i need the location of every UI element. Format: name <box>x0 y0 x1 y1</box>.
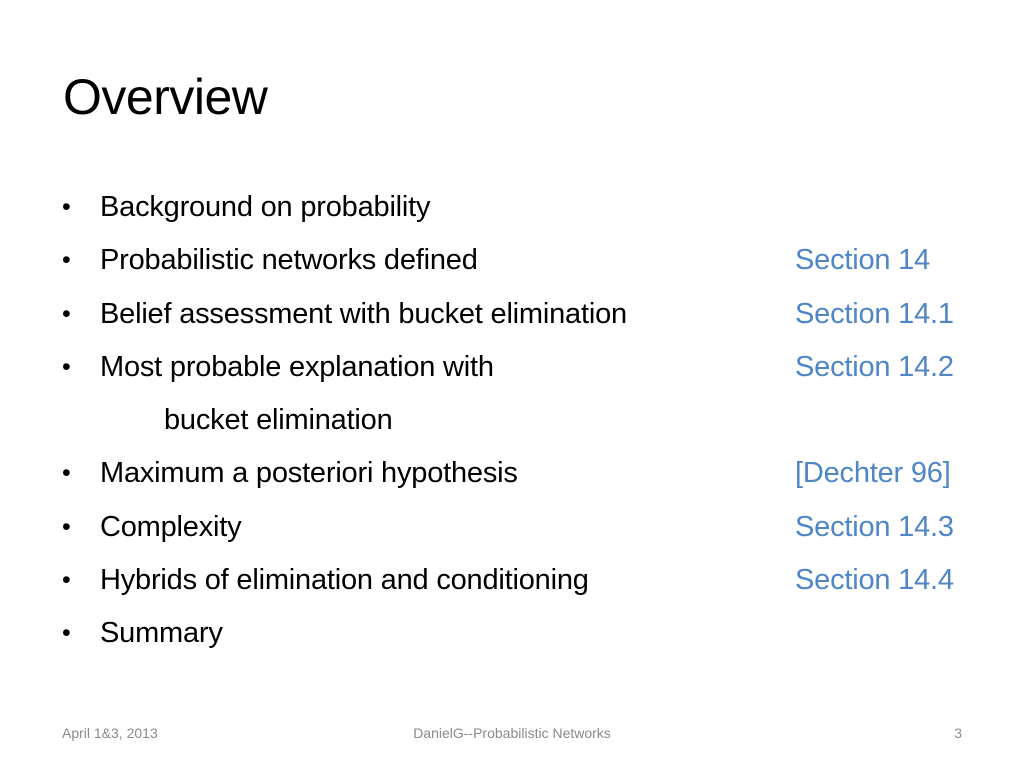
list-item-text: Background on probability <box>100 191 431 223</box>
footer-author: DanielG--Probabilistic Networks <box>413 725 611 741</box>
section-reference: Section 14 <box>795 244 931 277</box>
slide-title: Overview <box>63 69 268 125</box>
list-item-text: bucket elimination <box>164 404 393 437</box>
list-item-text: Most probable explanation with <box>100 350 494 383</box>
section-reference: Section 14.1 <box>795 297 954 330</box>
bullet-list <box>0 181 1024 661</box>
list-item-text: Probabilistic networks defined <box>100 244 478 277</box>
list-item-text: Maximum a posteriori hypothesis <box>100 457 518 490</box>
list-item <box>0 447 1024 500</box>
bullet-icon: • <box>62 566 71 595</box>
list-item <box>0 554 1024 607</box>
list-item-text: Hybrids of elimination and conditioning <box>100 564 589 597</box>
bullet-icon: • <box>62 512 71 541</box>
section-reference: Section 14.4 <box>795 564 954 597</box>
list-item <box>0 181 1024 234</box>
list-item-continuation <box>0 394 1024 447</box>
section-reference: Section 14.3 <box>795 510 954 543</box>
section-reference: [Dechter 96] <box>795 457 951 490</box>
list-item <box>0 234 1024 287</box>
list-item-text: Summary <box>100 617 223 650</box>
bullet-icon: • <box>62 459 71 488</box>
bullet-icon: • <box>62 619 71 648</box>
list-item-text: Complexity <box>100 510 242 543</box>
page-number: 3 <box>954 725 962 741</box>
bullet-icon: • <box>62 352 71 381</box>
footer-date: April 1&3, 2013 <box>62 725 158 741</box>
list-item <box>0 341 1024 394</box>
section-reference: Section 14.2 <box>795 350 954 383</box>
list-item <box>0 288 1024 341</box>
list-item <box>0 607 1024 660</box>
list-item-text: Belief assessment with bucket elimination <box>100 297 627 330</box>
list-item <box>0 501 1024 554</box>
bullet-icon: • <box>62 246 71 275</box>
bullet-icon: • <box>62 193 71 221</box>
bullet-icon: • <box>62 299 71 328</box>
